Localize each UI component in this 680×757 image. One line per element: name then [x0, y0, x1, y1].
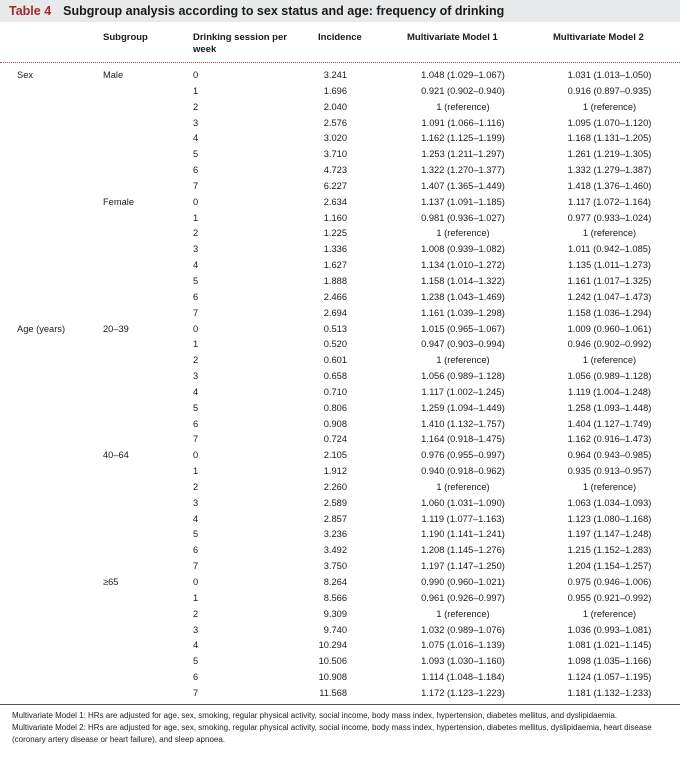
footnote-model-2: Multivariate Model 2: HRs are adjusted for age, sex, smoking, regular physical activity, social income, body mass index, hypertension, diabetes mellitus, dyslipidaemia, heart disease (coronary artery disease or heart failure), and sleep apnoea. — [12, 723, 652, 744]
table-row — [0, 623, 680, 639]
table-row — [0, 322, 680, 338]
row-incidence: 8.264 — [323, 577, 347, 587]
row-model-2-hr: 1.124 (1.057–1.195) — [567, 672, 652, 683]
table-row — [0, 417, 680, 433]
row-model-1-hr: 1.060 (1.031–1.090) — [421, 497, 505, 508]
row-incidence: 10.908 — [318, 672, 347, 683]
row-drinking-frequency: 2 — [193, 228, 199, 239]
table-row — [0, 100, 680, 116]
row-model-2-hr: 1.204 (1.154–1.257) — [567, 561, 652, 572]
row-model-2-hr: 1.332 (1.279–1.387) — [567, 165, 652, 176]
row-incidence: 2.260 — [323, 481, 347, 492]
row-model-2-hr: 1.036 (0.993–1.081) — [567, 624, 652, 635]
row-drinking-frequency: 1 — [193, 85, 199, 96]
row-model-1-hr: 0.990 (0.960–1.021) — [421, 577, 505, 587]
row-drinking-frequency: 7 — [193, 687, 199, 698]
row-model-1-hr: 1.259 (1.094–1.449) — [421, 402, 505, 413]
table-row — [0, 179, 680, 195]
row-model-1-hr: 1 (reference) — [436, 355, 490, 366]
row-model-1-hr: 1.117 (1.002–1.245) — [421, 386, 505, 397]
row-model-2-hr: 0.916 (0.897–0.935) — [567, 85, 652, 96]
row-incidence: 2.857 — [323, 513, 347, 524]
row-incidence: 2.466 — [323, 291, 347, 302]
table-row — [0, 211, 680, 227]
row-incidence: 0.520 — [323, 339, 347, 350]
row-model-2-hr: 1.261 (1.219–1.305) — [567, 149, 652, 160]
row-incidence: 3.020 — [323, 133, 347, 144]
row-drinking-frequency: 4 — [193, 133, 199, 144]
row-model-1-hr: 1 (reference) — [436, 228, 490, 239]
table-row — [0, 496, 680, 512]
row-drinking-frequency: 0 — [193, 70, 199, 80]
table-row — [0, 401, 680, 417]
row-incidence: 2.576 — [323, 117, 347, 128]
row-model-1-hr: 1.137 (1.091–1.185) — [421, 196, 505, 207]
row-model-2-hr: 1.056 (0.989–1.128) — [567, 371, 652, 382]
table-row — [0, 131, 680, 147]
row-model-1-hr: 1.056 (0.989–1.128) — [421, 371, 505, 382]
row-model-2-hr: 1.242 (1.047–1.473) — [567, 291, 652, 302]
row-incidence: 2.694 — [323, 307, 347, 318]
row-model-1-hr: 1.190 (1.141–1.241) — [421, 529, 505, 540]
row-incidence: 10.506 — [318, 656, 347, 667]
row-incidence: 9.309 — [323, 608, 347, 619]
row-drinking-frequency: 3 — [193, 244, 199, 255]
table-row — [0, 527, 680, 543]
row-drinking-frequency: 5 — [193, 656, 199, 667]
row-model-2-hr: 1.009 (0.960–1.061) — [567, 323, 652, 334]
row-incidence: 1.336 — [323, 244, 347, 255]
row-drinking-frequency: 0 — [193, 196, 199, 207]
table-row — [0, 147, 680, 163]
row-drinking-frequency: 4 — [193, 640, 199, 651]
row-category: Age (years) — [17, 323, 66, 334]
row-incidence: 3.492 — [323, 545, 347, 556]
table-row — [0, 274, 680, 290]
row-drinking-frequency: 4 — [193, 260, 199, 271]
table-row — [0, 226, 680, 242]
row-model-2-hr: 1 (reference) — [582, 608, 637, 619]
row-model-2-hr: 1 (reference) — [582, 355, 637, 366]
row-incidence: 3.236 — [323, 529, 347, 540]
table-row — [0, 480, 680, 496]
table-row — [0, 385, 680, 401]
row-model-2-hr: 0.955 (0.921–0.992) — [567, 592, 652, 603]
table-row — [0, 369, 680, 385]
row-drinking-frequency: 3 — [193, 371, 199, 382]
row-drinking-frequency: 7 — [193, 434, 199, 445]
row-model-2-hr: 1.158 (1.036–1.294) — [567, 307, 652, 318]
row-drinking-frequency: 1 — [193, 339, 199, 350]
row-drinking-frequency: 7 — [193, 307, 199, 318]
table-bottom-rule — [0, 704, 680, 705]
table-row — [0, 432, 680, 448]
row-model-2-hr: 1.031 (1.013–1.050) — [567, 70, 652, 80]
row-incidence: 3.750 — [323, 561, 347, 572]
row-model-1-hr: 1.322 (1.270–1.377) — [421, 165, 505, 176]
row-incidence: 0.908 — [323, 418, 347, 429]
table-row — [0, 670, 680, 686]
row-model-1-hr: 1.075 (1.016–1.139) — [421, 640, 505, 651]
row-model-1-hr: 1.048 (1.029–1.067) — [421, 70, 505, 80]
row-model-1-hr: 0.921 (0.902–0.940) — [421, 85, 505, 96]
table-row — [0, 242, 680, 258]
table-row — [0, 638, 680, 654]
row-drinking-frequency: 1 — [193, 212, 199, 223]
row-model-1-hr: 1 (reference) — [436, 608, 490, 619]
row-incidence: 0.658 — [323, 371, 347, 382]
row-incidence: 11.568 — [319, 687, 347, 698]
row-model-2-hr: 1.123 (1.080–1.168) — [567, 513, 652, 524]
table-body — [0, 63, 680, 702]
row-incidence: 2.105 — [323, 450, 347, 461]
row-model-2-hr: 1 (reference) — [582, 101, 637, 112]
table-row — [0, 543, 680, 559]
row-drinking-frequency: 6 — [193, 291, 199, 302]
row-model-1-hr: 1.091 (1.066–1.116) — [421, 117, 505, 128]
row-model-2-hr: 1.181 (1.132–1.233) — [567, 687, 652, 698]
table-header — [0, 22, 680, 63]
row-subgroup: 20–39 — [103, 323, 129, 334]
row-drinking-frequency: 3 — [193, 117, 199, 128]
row-model-2-hr: 1.081 (1.021–1.145) — [567, 640, 652, 651]
row-drinking-frequency: 6 — [193, 418, 199, 429]
row-drinking-frequency: 7 — [193, 561, 199, 572]
row-drinking-frequency: 0 — [193, 577, 199, 587]
header-model-2: Multivariate Model 2 — [553, 32, 644, 43]
row-category: Sex — [17, 70, 34, 80]
row-drinking-frequency: 4 — [193, 513, 199, 524]
row-model-1-hr: 1.015 (0.965–1.067) — [421, 323, 505, 334]
table-row — [0, 686, 680, 702]
row-model-2-hr: 0.964 (0.943–0.985) — [567, 450, 652, 461]
table-row — [0, 116, 680, 132]
table-row — [0, 353, 680, 369]
row-model-1-hr: 1.032 (0.989–1.076) — [421, 624, 505, 635]
row-drinking-frequency: 5 — [193, 529, 199, 540]
row-model-2-hr: 1.258 (1.093–1.448) — [567, 402, 652, 413]
row-model-2-hr: 1.404 (1.127–1.749) — [567, 418, 652, 429]
row-incidence: 3.710 — [323, 149, 347, 160]
row-model-1-hr: 1.161 (1.039–1.298) — [421, 307, 505, 318]
row-model-1-hr: 0.981 (0.936–1.027) — [421, 212, 505, 223]
footnote-model-1: Multivariate Model 1: HRs are adjusted for age, sex, smoking, regular physical activity, social income, body mass index, hypertension, diabetes mellitus, and dyslipidaemia. — [12, 711, 618, 720]
row-drinking-frequency: 4 — [193, 386, 199, 397]
table-row — [0, 575, 680, 591]
row-drinking-frequency: 7 — [193, 180, 199, 191]
row-model-2-hr: 0.975 (0.946–1.006) — [567, 577, 652, 587]
header-model-1: Multivariate Model 1 — [407, 32, 498, 43]
row-incidence: 0.724 — [323, 434, 347, 445]
header-drinking-session: Drinking session per week — [193, 32, 287, 55]
row-model-1-hr: 1.093 (1.030–1.160) — [421, 656, 505, 667]
row-model-2-hr: 0.946 (0.902–0.992) — [567, 339, 652, 350]
row-drinking-frequency: 0 — [193, 323, 199, 334]
row-incidence: 6.227 — [323, 180, 347, 191]
row-model-1-hr: 1.208 (1.145–1.276) — [421, 545, 505, 556]
row-drinking-frequency: 6 — [193, 545, 199, 556]
table-row — [0, 195, 680, 211]
row-model-1-hr: 1.197 (1.147–1.250) — [421, 561, 505, 572]
row-incidence: 2.589 — [323, 497, 347, 508]
table-row — [0, 306, 680, 322]
row-incidence: 2.634 — [323, 196, 347, 207]
row-model-2-hr: 1 (reference) — [582, 481, 637, 492]
row-subgroup: Female — [103, 196, 135, 207]
row-incidence: 1.627 — [323, 260, 347, 271]
row-model-1-hr: 1 (reference) — [436, 101, 490, 112]
row-model-2-hr: 1.117 (1.072–1.164) — [567, 196, 652, 207]
row-incidence: 1.912 — [323, 466, 347, 477]
table-row — [0, 591, 680, 607]
row-model-1-hr: 1.119 (1.077–1.163) — [421, 513, 505, 524]
row-model-1-hr: 1.114 (1.048–1.184) — [421, 672, 505, 683]
row-drinking-frequency: 0 — [193, 450, 199, 461]
row-model-1-hr: 1.253 (1.211–1.297) — [421, 149, 505, 160]
row-model-1-hr: 0.961 (0.926–0.997) — [421, 592, 505, 603]
row-drinking-frequency: 6 — [193, 672, 199, 683]
row-model-2-hr: 1.168 (1.131–1.205) — [567, 133, 652, 144]
row-drinking-frequency: 2 — [193, 608, 199, 619]
row-subgroup: ≥65 — [103, 577, 119, 587]
row-model-2-hr: 1.135 (1.011–1.273) — [567, 260, 652, 271]
row-model-1-hr: 1.172 (1.123–1.223) — [421, 687, 505, 698]
row-drinking-frequency: 6 — [193, 165, 199, 176]
table-row — [0, 337, 680, 353]
table-row — [0, 84, 680, 100]
row-model-2-hr: 1.197 (1.147–1.248) — [567, 529, 652, 540]
row-model-2-hr: 1.215 (1.152–1.283) — [567, 545, 652, 556]
row-model-1-hr: 0.976 (0.955–0.997) — [421, 450, 505, 461]
row-drinking-frequency: 1 — [193, 466, 199, 477]
header-subgroup: Subgroup — [103, 32, 148, 43]
table-row — [0, 654, 680, 670]
row-drinking-frequency: 2 — [193, 481, 199, 492]
row-incidence: 1.225 — [323, 228, 347, 239]
row-model-2-hr: 1.095 (1.070–1.120) — [567, 117, 652, 128]
row-incidence: 0.513 — [323, 323, 347, 334]
row-model-1-hr: 1.008 (0.939–1.082) — [421, 244, 505, 255]
row-incidence: 10.294 — [318, 640, 347, 651]
row-drinking-frequency: 5 — [193, 402, 199, 413]
table-footnotes — [12, 710, 670, 746]
table-title-bar — [0, 0, 680, 22]
row-model-1-hr: 1.134 (1.010–1.272) — [421, 260, 505, 271]
row-incidence: 3.241 — [323, 70, 347, 80]
row-incidence: 0.710 — [323, 386, 347, 397]
row-incidence: 4.723 — [323, 165, 347, 176]
row-model-1-hr: 1.158 (1.014–1.322) — [421, 275, 505, 286]
row-incidence: 8.566 — [323, 592, 347, 603]
table-label: Table 4 — [9, 4, 52, 18]
row-model-1-hr: 1.407 (1.365–1.449) — [421, 180, 505, 191]
row-model-1-hr: 1 (reference) — [436, 481, 490, 492]
row-drinking-frequency: 2 — [193, 355, 199, 366]
row-model-2-hr: 1.011 (0.942–1.085) — [567, 244, 652, 255]
row-model-2-hr: 0.977 (0.933–1.024) — [567, 212, 652, 223]
table-row — [0, 512, 680, 528]
table-row — [0, 258, 680, 274]
row-subgroup: 40–64 — [103, 450, 129, 461]
row-model-1-hr: 0.940 (0.918–0.962) — [421, 466, 505, 477]
row-incidence: 0.601 — [323, 355, 347, 366]
row-model-1-hr: 1.164 (0.918–1.475) — [421, 434, 505, 445]
row-model-2-hr: 1.063 (1.034–1.093) — [567, 497, 652, 508]
row-model-1-hr: 1.238 (1.043–1.469) — [421, 291, 505, 302]
row-model-2-hr: 1 (reference) — [582, 228, 637, 239]
row-drinking-frequency: 5 — [193, 149, 199, 160]
row-model-2-hr: 1.162 (0.916–1.473) — [567, 434, 652, 445]
table-caption: Subgroup analysis according to sex status and age: frequency of drinking — [63, 4, 505, 18]
table-row — [0, 448, 680, 464]
table-row — [0, 464, 680, 480]
row-model-2-hr: 1.098 (1.035–1.166) — [567, 656, 652, 667]
row-model-1-hr: 1.410 (1.132–1.757) — [421, 418, 505, 429]
row-incidence: 1.160 — [323, 212, 347, 223]
row-model-2-hr: 1.418 (1.376–1.460) — [567, 180, 652, 191]
row-model-2-hr: 1.161 (1.017–1.325) — [567, 275, 652, 286]
row-incidence: 9.740 — [323, 624, 347, 635]
row-drinking-frequency: 2 — [193, 101, 199, 112]
table-row — [0, 68, 680, 84]
row-model-2-hr: 0.935 (0.913–0.957) — [567, 466, 652, 477]
row-incidence: 2.040 — [323, 101, 347, 112]
row-model-2-hr: 1.119 (1.004–1.248) — [567, 386, 652, 397]
row-drinking-frequency: 3 — [193, 624, 199, 635]
row-drinking-frequency: 5 — [193, 275, 199, 286]
table-row — [0, 559, 680, 575]
table-row — [0, 607, 680, 623]
row-model-1-hr: 1.162 (1.125–1.199) — [421, 133, 505, 144]
row-incidence: 0.806 — [323, 402, 347, 413]
table-row — [0, 163, 680, 179]
header-incidence: Incidence — [318, 32, 362, 43]
table-row — [0, 290, 680, 306]
row-incidence: 1.696 — [323, 85, 347, 96]
row-drinking-frequency: 1 — [193, 592, 199, 603]
row-subgroup: Male — [103, 70, 124, 80]
row-incidence: 1.888 — [323, 275, 347, 286]
row-drinking-frequency: 3 — [193, 497, 199, 508]
row-model-1-hr: 0.947 (0.903–0.994) — [421, 339, 505, 350]
